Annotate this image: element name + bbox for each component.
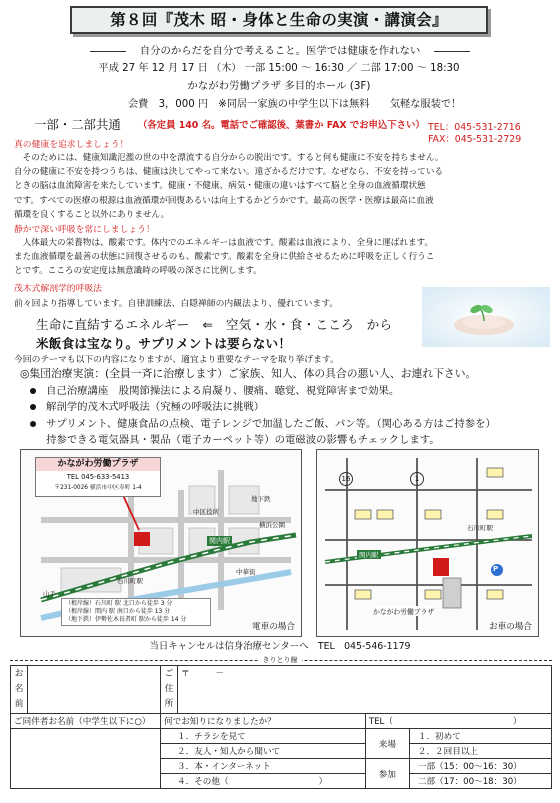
section2-heading: 静かで深い呼吸を常にしましょう！ [14, 225, 155, 235]
car-building-label: かながわ労働プラザ [373, 608, 435, 616]
bullet-item: 解剖学的茂木式呼吸法（究極の呼吸法に挑戦） [30, 398, 264, 413]
train-caption: 電車の場合 [252, 622, 295, 632]
address-label: ご 住 所 [161, 666, 178, 714]
visit-option-first[interactable]: １．初めて [409, 729, 551, 744]
car-ishikawacho-label: 石川町駅 [467, 524, 493, 532]
how-known-label: 何でお知りになりましたか？ [161, 714, 366, 729]
yokohama-park-label: 横浜公園 [259, 521, 285, 529]
bullet-item: 自己治療講座 股関節操法による肩凝り、腰痛、聴覚、視覚障害まで効果。 [30, 382, 399, 397]
slogan-energy: 生命に直結するエネルギー ⇐ 空気・水・食・こころ から [36, 317, 393, 332]
attend-label: 参加 [365, 759, 409, 789]
how-option-4[interactable]: ４．その他（ ） [161, 774, 366, 789]
common-label: 一部・二部共通 [34, 117, 121, 132]
train-access-notes: （根岸線）石川町 駅 北口から徒歩 3 分 （根岸線）関内 駅 南口から徒歩 13 分 （地下鉄）伊勢佐木長者町 駅から徒歩 14 分 [61, 598, 211, 626]
route16-sign: 16 [339, 472, 353, 486]
venue-tel: TEL 045-633-5413 [66, 473, 130, 481]
section1-body: そのためには、健康知識氾濫の世の中を漂流する自分からの脱出です。すると何も健康に不安を持ちません。 自分の健康に不安を持つうちは、健康は決してやって来ない。遠ざかるだけです。なぜなら、不安を持っている ときの脳は血流障害を来たしています。健康・不健康、病気・健康の違いはすべて脳と全身の血液循環状態 です。すべての医療の根源は血液循環が回復あるいは向上するかどうかです。最高の医学・医療は最高に血液 循環を良くすること以外にありません。 [14, 153, 444, 220]
contact-tel: TEL：045-531-2716 [428, 122, 521, 133]
companions-label: ご同伴者お名前（中学生以下に○） [11, 714, 161, 729]
how-option-1[interactable]: １．チラシを見て [161, 729, 366, 744]
section3-line: 前々回より指導しています。自律訓練法、白隠禅師の内観法より、優れています。 [14, 299, 339, 309]
yamate-label: 山手 [43, 590, 56, 598]
tel-field[interactable]: TEL（ ） [365, 714, 551, 729]
name-label: お 名 前 [11, 666, 28, 714]
companions-field[interactable] [11, 729, 161, 789]
group-treatment: ◎集団治療実演：(全員一斉に治療します）ご家族、知人、体の具合の悪い人、お連れ下さい。 [20, 367, 477, 380]
ishikawacho-station-label: 石川町駅 [117, 577, 143, 585]
tagline: 自分のからだを自分で考えること。医学では健康を作れない [58, 42, 502, 57]
cancel-note: 当日キャンセルは信身治療センターへ TEL 045-546-1179 [149, 641, 411, 652]
kannai-station-label: 関内駅 [209, 537, 230, 545]
address-field[interactable]: 〒 － [178, 666, 552, 714]
chinatown-label: 中華街 [236, 568, 256, 576]
visit-option-repeat[interactable]: ２．２回目以上 [409, 744, 551, 759]
slogan-rice: 米飯食は宝なり。サプリメントは要らない！ [36, 336, 292, 351]
subway-label: 地下鉄 [251, 495, 271, 503]
bullet-item-continued: 持参できる電気器具・製品（電子カーペット等）の電磁波の影響もチェックします。 [46, 434, 440, 446]
nakaku-office-label: 中区役所 [193, 508, 219, 516]
event-fee: 会費 3，000 円 ※同居一家族の中学生以下は無料 気軽な服装で！ [128, 99, 462, 110]
car-caption: お車の場合 [489, 622, 532, 632]
event-venue: かながわ労働プラザ 多目的ホール (3F) [187, 80, 371, 92]
application-form [10, 665, 552, 789]
section1-heading: 真の健康を追求しましょう！ [14, 140, 129, 150]
theme-note: 今回のテーマも以下の内容になりますが、適宜より重要なテーマを取り挙げます。 [14, 355, 339, 365]
page-title: 第８回『茂木 昭・身体と生命の実演・講演会』 [70, 6, 488, 34]
venue-name: かながわ労働プラザ [36, 458, 160, 471]
cut-line-label: きりとり線 [240, 655, 320, 665]
attend-option-part2[interactable]: 二部（17：00～18：30） [409, 774, 551, 789]
venue-address: 〒231-0026 横浜市中区寿町 1-4 [54, 485, 142, 491]
how-option-2[interactable]: ２．友人・知人から聞いて [161, 744, 366, 759]
parking-icon: P [493, 565, 499, 573]
how-option-3[interactable]: ３．本・インターネット [161, 759, 366, 774]
section2-body: 人体最大の栄養物は、酸素です。体内でのエネルギーは血液です。酸素は血液により、全身に運ばれます。 また血液循環を最善の状態に回復させるのも、酸素です。酸素を全身に供給させるために呼吸を正しく行うこ とです。こころの安定度は無意識時の呼吸の深さに比例します。 [14, 238, 435, 277]
car-kannai-label: 関内駅 [359, 551, 379, 559]
train-map [20, 449, 302, 637]
car-map [316, 449, 539, 637]
visit-label: 来場 [365, 729, 409, 759]
name-field[interactable] [28, 666, 161, 714]
contact-fax: FAX：045-531-2729 [428, 134, 522, 145]
section3-heading: 茂木式解剖学的呼吸法 [14, 284, 102, 294]
route1-sign: 1 [410, 472, 424, 486]
event-date: 平成 27 年 12 月 17 日 （木） 一部 15:00 ～ 16:30 ／ 二部 17:00 ～ 18:30 [98, 63, 460, 74]
venue-info-box [35, 457, 161, 497]
attend-option-part1[interactable]: 一部（15：00～16：30） [409, 759, 551, 774]
capacity-note: （各定員 140 名。電話でご確認後、葉書か FAX でお申込下さい） [138, 120, 425, 131]
hands-sprout-image [422, 287, 550, 347]
bullet-item: サプリメント、健康食品の点検、電子レンジで加温したご飯、パン等。（関心ある方はご持参を） [30, 415, 496, 430]
